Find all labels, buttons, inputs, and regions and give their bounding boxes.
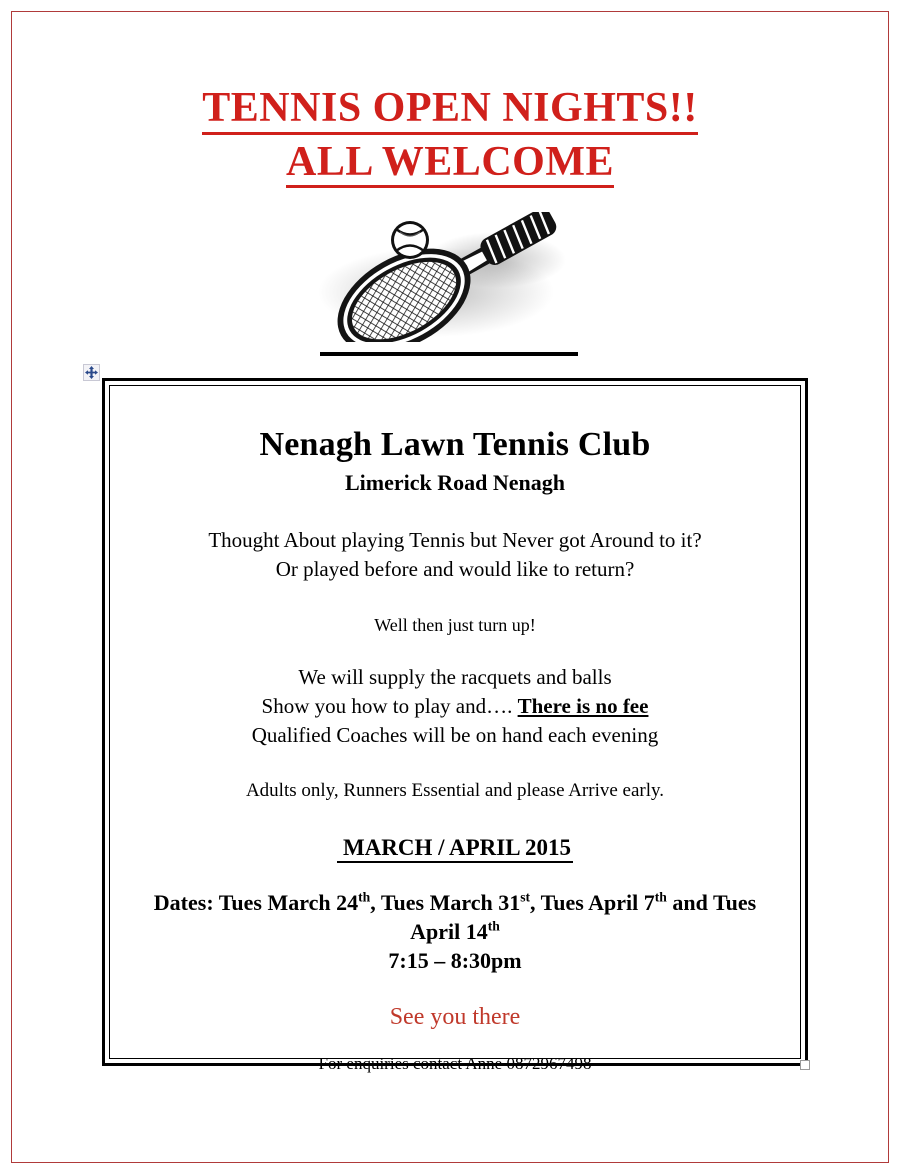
no-fee-text: There is no fee bbox=[517, 694, 649, 719]
dates-mid-2: , Tues April 7 bbox=[530, 889, 655, 915]
resize-handle-icon[interactable] bbox=[800, 1060, 810, 1070]
turn-up-line: Well then just turn up! bbox=[374, 614, 536, 635]
coaches-line: Qualified Coaches will be on hand each evening bbox=[251, 723, 659, 748]
flyer-content bbox=[110, 386, 800, 1074]
club-name: Nenagh Lawn Tennis Club bbox=[259, 426, 651, 463]
time-line: 7:15 – 8:30pm bbox=[388, 947, 522, 973]
headline-line-1: TENNIS OPEN NIGHTS!! bbox=[202, 86, 697, 135]
move-handle-icon[interactable] bbox=[83, 364, 100, 381]
dates-line bbox=[110, 888, 800, 946]
tennis-racket-icon bbox=[296, 212, 596, 342]
dates-ordinal-1: th bbox=[358, 889, 371, 905]
dates-prefix: Dates: Tues March 24 bbox=[153, 889, 359, 915]
dates-ordinal-4: th bbox=[487, 918, 500, 934]
intro-line-1: Thought About playing Tennis but Never got Around to it? bbox=[208, 527, 702, 552]
intro-paragraph bbox=[110, 526, 800, 584]
offer-paragraph bbox=[110, 663, 800, 750]
dates-mid-3: and Tues April 14 bbox=[410, 889, 757, 944]
flyer-content-box[interactable] bbox=[102, 378, 808, 1073]
club-address: Limerick Road Nenagh bbox=[345, 470, 565, 496]
headline-line-2: ALL WELCOME bbox=[286, 140, 614, 189]
see-you-there: See you there bbox=[389, 1003, 521, 1030]
show-line-prefix: Show you how to play and…. bbox=[261, 694, 518, 719]
dates-ordinal-3: th bbox=[654, 889, 667, 905]
horizontal-rule bbox=[320, 352, 578, 356]
month-heading-text: MARCH / APRIL 2015 bbox=[337, 835, 573, 863]
flyer-content-inner-border bbox=[109, 385, 801, 1073]
flyer-headline bbox=[0, 86, 900, 193]
dates-ordinal-2: st bbox=[520, 889, 531, 905]
adults-line: Adults only, Runners Essential and please Arrive early. bbox=[245, 780, 665, 802]
month-heading bbox=[110, 835, 800, 861]
supply-line: We will supply the racquets and balls bbox=[298, 665, 612, 690]
dates-mid-1: , Tues March 31 bbox=[370, 889, 521, 915]
intro-line-2: Or played before and would like to return? bbox=[275, 556, 635, 581]
enquiries-line: For enquiries contact Anne 0872967498 bbox=[318, 1053, 592, 1073]
show-line bbox=[110, 692, 800, 721]
